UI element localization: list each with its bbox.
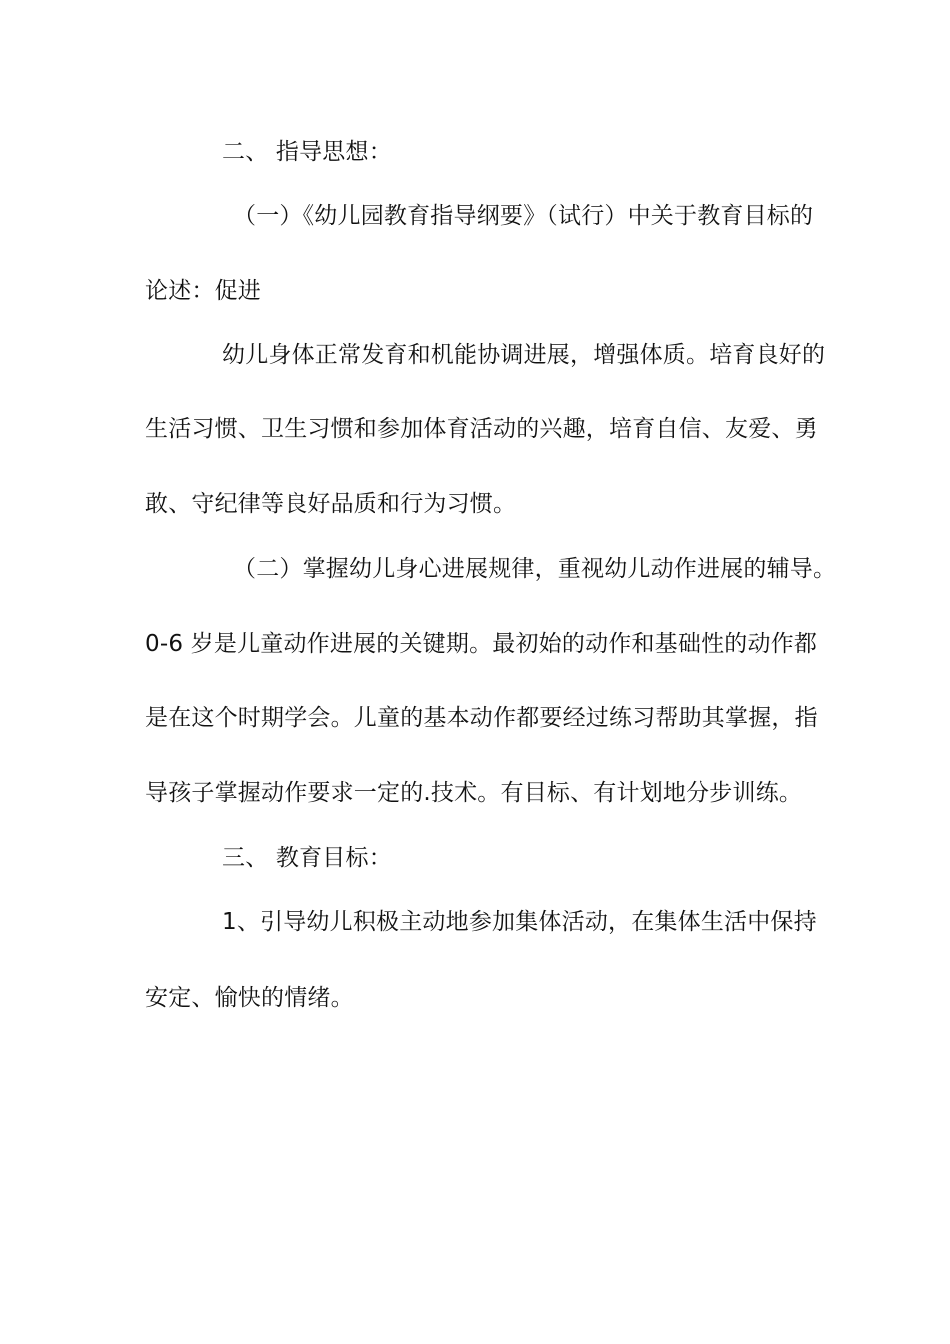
paragraph-line: 1、引导幼儿积极主动地参加集体活动，在集体生活中保持 (222, 909, 817, 935)
section-heading-guiding-ideology: 二、 指导思想： (222, 139, 392, 165)
paragraph-line: 幼儿身体正常发育和机能协调进展，增强体质。培育良好的 (222, 342, 826, 368)
paragraph-line: （一）《幼儿园教育指导纲要》（试行）中关于教育目标的 (233, 203, 814, 229)
paragraph-line: 生活习惯、卫生习惯和参加体育活动的兴趣，培育自信、友爱、勇 (145, 416, 818, 442)
paragraph-line: 敢、守纪律等良好品质和行为习惯。 (145, 491, 517, 517)
paragraph-line: 论述：促进 (145, 278, 261, 304)
paragraph-line: （二）掌握幼儿身心进展规律，重视幼儿动作进展的辅导。 (233, 556, 837, 582)
paragraph-line: 安定、愉快的情绪。 (145, 985, 354, 1011)
section-heading-education-goals: 三、 教育目标： (222, 845, 392, 871)
paragraph-line: 导孩子掌握动作要求一定的.技术。有目标、有计划地分步训练。 (145, 780, 803, 806)
paragraph-line: 0-6 岁是儿童动作进展的关键期。最初始的动作和基础性的动作都 (145, 631, 818, 657)
paragraph-line: 是在这个时期学会。儿童的基本动作都要经过练习帮助其掌握，指 (145, 705, 818, 731)
